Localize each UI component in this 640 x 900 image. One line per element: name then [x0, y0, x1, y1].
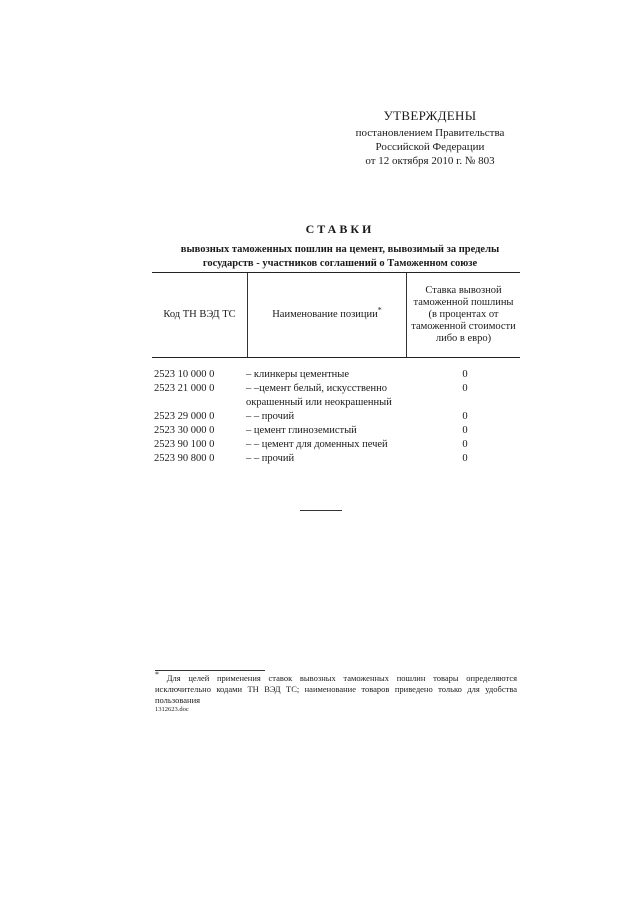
footnote-separator: [155, 670, 265, 671]
rates-table-body: [154, 368, 520, 466]
approval-line-2: Российской Федерации: [375, 141, 485, 153]
table-row: [154, 368, 520, 382]
footnote-marker: *: [377, 305, 382, 315]
row-code: 2523 21 000 0: [154, 383, 215, 394]
table-row: [154, 438, 520, 452]
column-header-name: [248, 273, 407, 357]
footnote-text: Для целей применения ставок вывозных таможенных пошлин товары определяются исключительно кодами ТН ВЭД ТС; наименование товаров приведено только для удобства пользования: [155, 673, 517, 705]
row-rate: 0: [462, 425, 468, 436]
row-name: – цемент глиноземистый: [246, 425, 357, 436]
heading-subtitle-line-2: государств - участников соглашений о Таможенном союзе: [202, 258, 478, 269]
approval-title: УТВЕРЖДЕНЫ: [383, 108, 477, 123]
column-header-rate: [407, 273, 520, 357]
column-header-code: [152, 273, 248, 357]
section-divider: [300, 510, 342, 511]
document-id: 1312623.doc: [155, 706, 189, 713]
row-rate: 0: [462, 453, 468, 464]
document-heading: [150, 222, 530, 271]
table-row: [154, 410, 520, 424]
row-name: – –цемент белый, искусственно: [246, 383, 388, 394]
row-rate: 0: [462, 411, 468, 422]
row-code: 2523 30 000 0: [154, 425, 215, 436]
heading-title: СТАВКИ: [305, 222, 375, 236]
row-code: 2523 90 100 0: [154, 439, 215, 450]
row-name: – – цемент для доменных печей: [246, 439, 388, 450]
row-name: окрашенный или неокрашенный: [246, 397, 392, 408]
column-header-code-label: Код ТН ВЭД ТС: [163, 309, 236, 320]
column-header-name-label: Наименование позиции: [272, 309, 378, 320]
row-name: – – прочий: [246, 411, 295, 422]
row-name: – – прочий: [246, 453, 295, 464]
approval-block: [330, 108, 530, 168]
row-rate: 0: [462, 439, 468, 450]
table-row: [154, 452, 520, 466]
table-row: [154, 424, 520, 438]
row-code: 2523 10 000 0: [154, 369, 215, 380]
row-code: 2523 29 000 0: [154, 411, 215, 422]
approval-line-1: постановлением Правительства: [355, 127, 505, 139]
row-rate: 0: [462, 369, 468, 380]
table-row: [154, 382, 520, 396]
row-rate: 0: [462, 383, 468, 394]
table-row: [154, 396, 520, 410]
rates-table-header: [152, 272, 520, 358]
footnote-mark: *: [155, 670, 159, 680]
approval-line-3: от 12 октября 2010 г. № 803: [365, 155, 495, 167]
column-header-rate-label: Ставка вывозной таможенной пошлины (в процентах от таможенной стоимости либо в евро): [411, 285, 516, 344]
row-rate: [422, 396, 520, 410]
row-code: 2523 90 800 0: [154, 453, 215, 464]
footnote: [155, 670, 517, 706]
row-code: [154, 396, 246, 410]
row-name: – клинкеры цементные: [246, 369, 350, 380]
heading-subtitle-line-1: вывозных таможенных пошлин на цемент, вывозимый за пределы: [180, 244, 500, 255]
